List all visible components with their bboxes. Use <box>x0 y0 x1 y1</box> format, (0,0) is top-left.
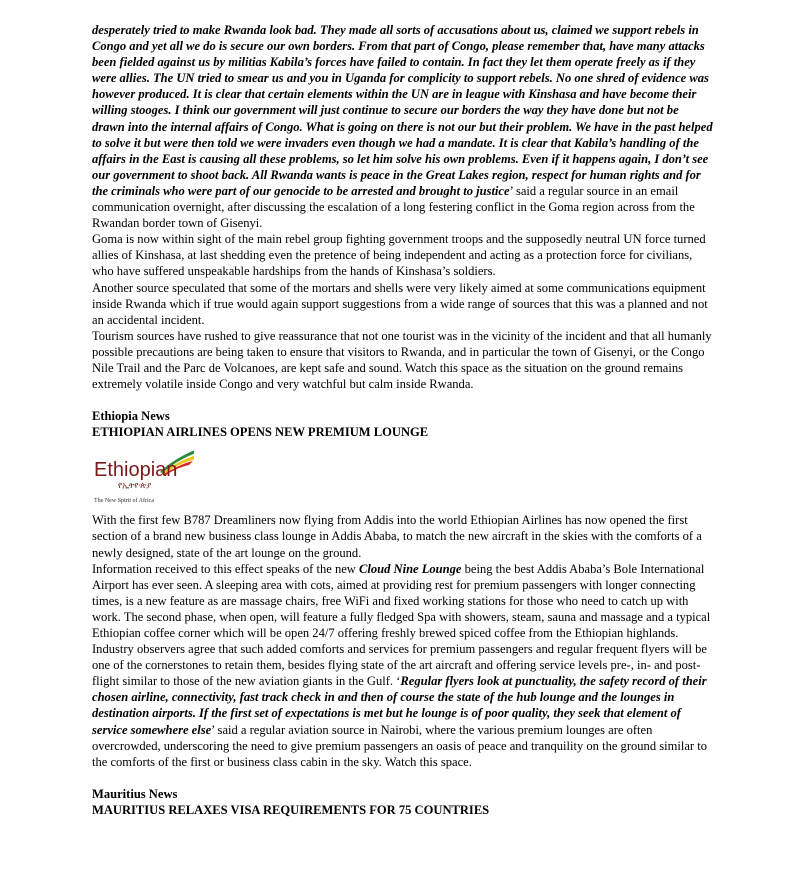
ethiopia-p2-rest: being the best Addis Ababa’s Bole International Airport has ever seen. A sleeping area with cots, aimed at providing rest for premium passengers with longer connecting times, is a new feature as are massage chairs, free WiFi and fixed working stations for those who need to catch up with work. The second phase, when open, will feature a fully fledged Spa with showers, steam, sauna and massage and a typical Ethiopian coffee corner which will be open 24/7 offering freshly brewed spiced coffee from the Ethiopian highlands. <box>92 561 711 640</box>
ethiopian-airlines-logo <box>94 446 194 504</box>
rwanda-paragraph-3: Another source speculated that some of the mortars and shells were very likely aimed at some communications equipment inside Rwanda which if true would again support suggestions from a wide range of sources that this was a planned and not an accidental incident. <box>92 280 708 327</box>
ethiopia-section-label: Ethiopia News <box>92 409 170 424</box>
ethiopia-p3-rest: ’ said a regular aviation source in Nairobi, where the various premium lounges are often overcrowded, underscoring the need to give premium passengers an oasis of peace and tranquility on the ground similar to the comforts of the first or business class cabin in the sky. Watch this space. <box>92 722 707 769</box>
ethiopia-paragraph-1: With the first few B787 Dreamliners now flying from Addis into the world Ethiopian Airlines has now opened the first section of a brand new business class lounge in Addis Ababa, to match the new aircraft in the skies with the comforts of a newly designed, state of the art lounge on the ground. <box>92 513 702 560</box>
logo-amharic: የኢትዮጵያ <box>118 480 152 491</box>
mauritius-section-label: Mauritius News <box>92 786 178 801</box>
document-page <box>92 22 714 818</box>
rwanda-attribution: ’ said a regular source in an email communication overnight, after discussing the escalation of a long festering conflict in the Goma region across from the Rwandan border town of Gisenyi. <box>92 183 695 231</box>
logo-tagline: The New Spirit of Africa <box>94 498 154 505</box>
ethiopia-paragraph-3 <box>92 641 714 770</box>
rwanda-paragraph-2: Goma is now within sight of the main rebel group fighting government troops and the supposedly neutral UN force turned allies of Kinshasa, at last shedding even the pretence of being independent and acting as a protection force for civilians, who have suffered unspeakable hardships from the hands of Kinshasa’s soldiers. <box>92 232 706 279</box>
rwanda-paragraph-1 <box>92 22 714 231</box>
rwanda-quote: desperately tried to make Rwanda look bad. They made all sorts of accusations about us, claimed we support rebels in Congo and yet all we do is secure our own borders. From that part of Congo, please remember that, have many attacks been fielded against us by militias Kabila’s forces have failed to contain. In fact they let them operate freely as if they were allies. The UN tried to smear us and you in Uganda for complicity to support rebels. No one shred of evidence was however produced. It is clear that certain elements within the UN are in league with Kinshasa and have become their willing stooges. I think our government will just continue to secure our borders the way they have done but not be drawn into the internal affairs of Congo. What is going on there is not our but their problem. We have in the past helped to solve it but were then told we were invaders even though we had a mandate. It is clear that Kabila’s handling of the affairs in the East is causing all these problems, so let him solve his own problems. Even if it happens again, I don’t see our government to shoot back. All Rwanda wants is peace in the Great Lakes region, respect for human rights and for the criminals who were part of our genocide to be arrested and brought to justice <box>92 23 713 198</box>
lounge-name: Cloud Nine Lounge <box>359 561 462 576</box>
ethiopia-p2-lead: Information received to this effect speaks of the new <box>92 561 359 576</box>
logo-wordmark: Ethiopian <box>94 459 178 482</box>
ethiopia-quote: Regular flyers look at punctuality, the safety record of their chosen airline, connectivity, fast track check in and then of course the state of the hub lounge and the lounges in destination airports. If the first set of expectations is met but he lounge is of poor quality, they seek that element of service somewhere else <box>92 674 707 737</box>
mauritius-headline: MAURITIUS RELAXES VISA REQUIREMENTS FOR 75 COUNTRIES <box>92 802 490 817</box>
ethiopia-headline: ETHIOPIAN AIRLINES OPENS NEW PREMIUM LOUNGE <box>92 425 429 440</box>
ethiopia-paragraph-2 <box>92 561 714 641</box>
ethiopia-p3-lead: Industry observers agree that such added comforts and services for premium passengers and regular frequent flyers will be one of the cornerstones to retain them, besides flying state of the art aircraft and offering service levels pre-, in- and post-flight similar to those of the new aviation giants in the Gulf. ‘ <box>92 642 707 689</box>
rwanda-paragraph-4: Tourism sources have rushed to give reassurance that not one tourist was in the vicinity of the incident and that all humanly possible precautions are being taken to ensure that visitors to Rwanda, and in particular the town of Gisenyi, or the Congo Nile Trail and the Parc de Volcanoes, are kept safe and sound. Watch this space as the situation on the ground remains extremely volatile inside Congo and very watchful but calm inside Rwanda. <box>92 328 712 392</box>
